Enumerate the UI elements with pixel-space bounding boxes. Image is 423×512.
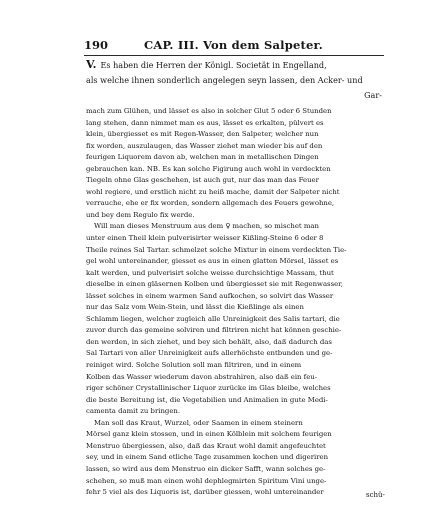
text-line: fix worden, auszulaugen, das Wasser ziehet man wieder bis auf den — [86, 141, 323, 150]
heading-line-3: Gar- — [364, 90, 382, 100]
text-line: lassen, so wird aus dem Menstruo ein dicker Safft, wann solches ge- — [86, 464, 326, 473]
text-line: Menstruo übergiessen, also, daß das Kraut wohl damit angefeuchtet — [86, 441, 326, 450]
text-line: lässet solches in einem warmen Sand aufkochen, so solvirt das Wasser — [86, 291, 334, 300]
text-line: Will man dieses Menstruum aus dem ♀ machen, so mischet man — [94, 222, 319, 231]
text-line: gel wohl untereinander, giesset es aus in einen glatten Mörsel, lässet es — [86, 257, 339, 266]
text-line: die beste Bereitung ist, die Vegetabilien und Animalien in gute Medi- — [86, 395, 328, 404]
text-line: Theile reines Sal Tartar. schmelzet solche Mixtur in einem verdeckten Tie- — [86, 245, 347, 254]
text-line: den werden, in sich ziehet, und bey sich behält, also, daß dadurch das — [86, 337, 332, 346]
text-line: lang stehen, dann nimmet man es aus, lässet es erkalten, pülvert es — [86, 118, 324, 127]
text-line: schehen, so muß man einen wohl dephlegmirten Spiritum Vini unge- — [86, 476, 327, 485]
text-line: nur das Salz vom Wein-Stein, und lässt die Kießlinge als einen — [86, 303, 304, 312]
body-text — [86, 106, 386, 499]
text-line: Kolben das Wasser wiederum davon abstrahiren, also daß ein feu- — [86, 372, 318, 381]
text-line: Tiegeln ohne Glas geschehen, ist auch gut, nur das man das Feuer — [86, 176, 319, 185]
text-line: zuvor durch das gemeine solviren und filtriren nicht hat können geschie- — [86, 326, 342, 335]
text-line: kalt werden, und pulverisirt solche weisse durchsichtige Massam, thut — [86, 268, 334, 277]
heading-line-2: als welche ihnen sonderlich angelegen seyn lassen, den Acker- und — [86, 75, 363, 85]
text-line: wohl regiere, und erstlich nicht zu heiß mache, damit der Salpeter nicht — [86, 187, 340, 196]
text-line: und bey dem Regulo fix werde. — [86, 210, 195, 219]
text-line: mach zum Glühen, und lässet es also in solcher Glut 5 oder 6 Stunden — [86, 107, 332, 115]
text-line: Schlamm liegen, welcher zugleich alle Unreinigkeit des Salis tartari, die — [86, 314, 340, 323]
text-line: unter einen Theil klein pulverisirter weisser Kißling-Steine 6 oder 8 — [86, 234, 324, 243]
text-line: reiniget wird. Solche Solution soll man filtriren, und in einem — [86, 361, 302, 370]
text-line: Sal Tartari von aller Unreinigkeit aufs allerhöchste entbunden und ge- — [86, 349, 333, 358]
section-heading — [86, 57, 382, 103]
text-line: riger schöner Crystallinischer Liquor zurücke im Glas bleibe, welches — [86, 384, 331, 393]
text-line: klein, übergiesset es mit Regen-Wasser, den Salpeter, welcher nun — [86, 130, 319, 139]
text-line: fehr 5 viel als des Liquoris ist, darüber giessen, wohl untereinander — [86, 488, 324, 497]
text-line: camenta damit zu bringen. — [86, 407, 181, 416]
text-line: feurigen Liquorem davon ab, welchen man in metallischen Dingen — [86, 153, 319, 162]
section-label: V. — [86, 58, 97, 71]
page-header — [84, 37, 384, 53]
text-line: verrauche, ehe er fix worden, sondern allgemach des Feuers gewohne, — [86, 199, 335, 208]
running-title: CAP. III. Von dem Salpeter. — [144, 38, 323, 52]
text-line: dieselbe in einen gläsernen Kolben und übergiesset sie mit Regenwasser, — [86, 280, 343, 289]
text-line: Mörsel ganz klein stossen, und in einen Kölblein mit solchem feurigen — [86, 430, 332, 439]
heading-line-1 — [86, 57, 382, 73]
text-line: Man soll das Kraut, Wurzel, oder Saamen in einem steinern — [94, 418, 303, 427]
text-line: sey, und in einem Sand etliche Tage zusammen kochen und digeriren — [86, 453, 329, 462]
page-number: 190 — [84, 38, 109, 52]
header-rule — [84, 55, 384, 56]
heading-text-1: Es haben die Herren der Königl. Societät in Engelland, — [100, 60, 327, 70]
text-line: gebrauchen kan. NB. Es kan solche Figirung auch wohl in verdeckten — [86, 164, 331, 173]
catchword: schü- — [366, 491, 385, 499]
